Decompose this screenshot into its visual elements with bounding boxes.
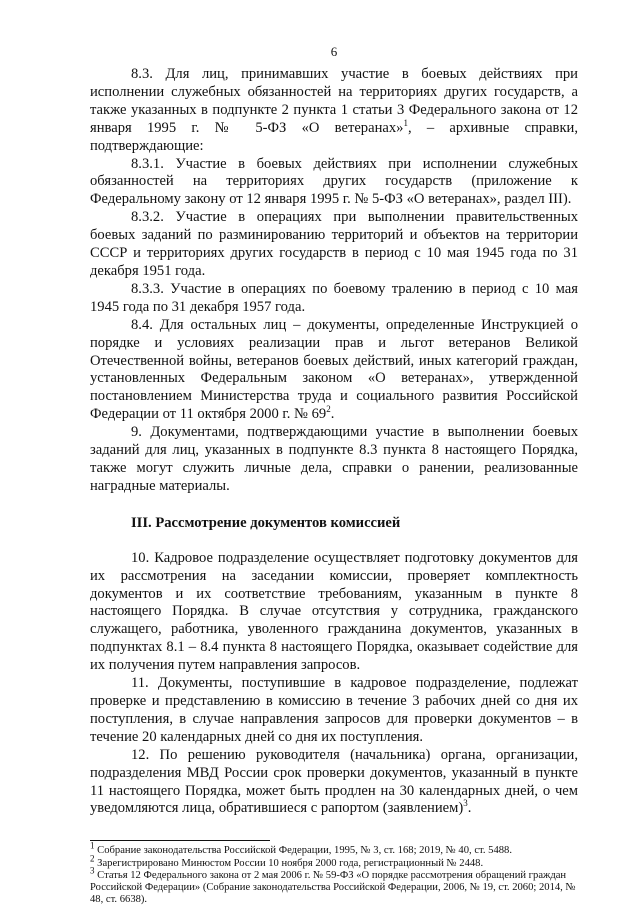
- footnotes: [90, 840, 578, 906]
- footnote-ref-1: 1: [403, 117, 408, 128]
- paragraph-8-3: [90, 66, 578, 156]
- section-heading: III. Рассмотрение документов комиссией: [131, 514, 401, 531]
- footnote-number: 2: [90, 853, 95, 864]
- paragraph-text: 8.4. Для остальных лиц – документы, определенные Инструкцией о порядке и условиях реализации прав и льгот ветеранов Великой Отечественной войны, ветеранов боевых действий, иных категорий граждан, установленных Федеральным законом «О ветеранах», утвержденной постановлением Министерства труда и социального развития Российской Федерации от 11 октября 2000 г. № 69: [90, 316, 578, 423]
- footnote-text: Статья 12 Федерального закона от 2 мая 2006 г. № 59-ФЗ «О порядке рассмотрения обращений граждан Российской Федерации» (Собрание законодательства Российской Федерации, 2006, № 19, ст. 2060; 2014, № 48, ст. 6638).: [90, 869, 576, 906]
- section-2: [90, 550, 578, 819]
- section-1: [90, 66, 578, 496]
- paragraph-text: 8.3.2. Участие в операциях при выполнении правительственных боевых заданий по разминированию территорий и объектов на территории СССР и территориях других государств в период с 10 мая 1945 года по 31 декабря 1951 года.: [90, 209, 578, 279]
- footnote-2: [90, 853, 578, 870]
- footnote-ref-3: 3: [463, 798, 468, 809]
- footnote-3: [90, 865, 578, 906]
- footnote-text: Зарегистрировано Минюстом России 10 ноября 2000 года, регистрационный № 2448.: [94, 857, 484, 869]
- footnote-text: Собрание законодательства Российской Федерации, 1995, № 3, ст. 168; 2019, № 40, ст. 5488.: [94, 845, 512, 857]
- paragraph-11: [90, 675, 578, 747]
- paragraph-text: 11. Документы, поступившие в кадровое подразделение, подлежат проверке и представлению в комиссию в течение 3 рабочих дней со дня их поступления, в случае направления запросов для проверки документов – в течение 20 календарных дней со дня их поступления.: [90, 675, 578, 745]
- paragraph-text: 8.3.3. Участие в операциях по боевому тралению в период с 10 мая 1945 года по 31 декабря 1957 года.: [90, 280, 578, 315]
- paragraph-text: 10. Кадровое подразделение осуществляет подготовку документов для их рассмотрения на заседании комиссии, проверяет комплектность документов и их соответствие требованиям, указанным в пункте 8 настоящего Порядка. В случае отсутствия у сотрудника, гражданского служащего, работника, уволенного гражданина документов, указанных в подпунктах 8.1 – 8.4 пункта 8 настоящего Порядка, оказывает содействие для их получения путем направления запросов.: [90, 549, 578, 674]
- paragraph-10: [90, 550, 578, 675]
- paragraph-8-4: [90, 317, 578, 424]
- paragraph-text: 12. По решению руководителя (начальника) органа, организации, подразделения МВД России срок проверки документов, указанный в пункте 11 настоящего Порядка, может быть продлен на 30 календарных дней, о чем уведомляются лица, обратившиеся с рапортом (заявлением): [90, 746, 578, 817]
- footnote-number: 1: [90, 840, 95, 851]
- paragraph-text: 8.3. Для лиц, принимавших участие в боевых действиях при исполнении служебных обязанностей на территориях других государств, а также указанных в подпункте 2 пункта 1 статьи 3 Федерального закона от 12 января 1995 г. № 5-ФЗ «О ветеранах»: [90, 66, 578, 136]
- paragraph-text: 8.3.1. Участие в боевых действиях при исполнении служебных обязанностей на территориях других государств (приложение к Федеральному закону от 12 января 1995 г. № 5-ФЗ «О ветеранах», раздел III).: [90, 155, 578, 208]
- paragraph-8-3-2: [90, 209, 578, 281]
- paragraph-text: 9. Документами, подтверждающими участие в выполнении боевых заданий для лиц, указанных в подпункте 8.3 пункта 8 настоящего Порядка, также могут служить личные дела, справки о ранении, реализованные наградные материалы.: [90, 424, 578, 494]
- paragraph-8-3-3: [90, 281, 578, 317]
- footnote-number: 3: [90, 865, 95, 876]
- paragraph-tail: .: [467, 800, 472, 817]
- paragraph-8-3-1: [90, 156, 578, 210]
- paragraph-12: [90, 747, 578, 819]
- page-number: 6: [330, 44, 338, 59]
- paragraph-tail: , – архивные справки, подтверждающие:: [90, 119, 578, 154]
- footnote-ref-2: 2: [326, 404, 331, 415]
- paragraph-9: [90, 424, 578, 496]
- footnote-1: [90, 840, 578, 857]
- footnote-separator: [90, 840, 270, 841]
- paragraph-tail: .: [330, 406, 335, 423]
